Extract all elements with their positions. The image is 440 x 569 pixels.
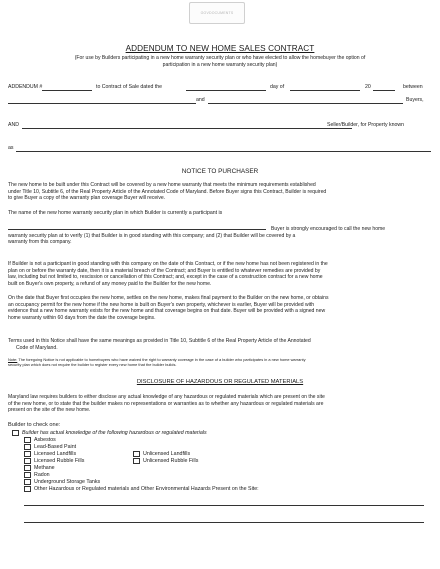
- p5-line: Code of Maryland.: [16, 344, 58, 351]
- checklist-item-asbestos[interactable]: [24, 437, 56, 443]
- day-of-label: day of: [270, 84, 285, 90]
- p1-line: to give Buyer a copy of the warranty plan coverage Buyer will receive.: [8, 195, 166, 202]
- seller-builder-field[interactable]: [22, 128, 352, 129]
- disclosure-line: Maryland law requires builders to either disclose any actual knowledge of any hazardous or regulated materials which are present on the site: [8, 394, 325, 400]
- p2-line: warranty from this company.: [8, 239, 72, 246]
- checklist-item-unlicensed-rubble-fills[interactable]: [133, 458, 198, 464]
- warranty-plan-name-label: The name of the new home warranty security plan in which Builder is currently a participant is: [8, 210, 223, 216]
- buyer-2-field[interactable]: [208, 103, 403, 104]
- contract-date-day-field[interactable]: [186, 90, 266, 91]
- and-label: and: [196, 97, 205, 103]
- p3-line: If Builder is not a participant in good standing with this company on the date of this Contract, or if the new home has not been registered in the: [8, 261, 328, 267]
- p3-line: law, including but not limited to, rescission or cancellation of this Contract; and, except in the case of a construction contract for a new home: [8, 274, 323, 281]
- checklist-item-radon[interactable]: [24, 472, 50, 478]
- checkbox-asbestos[interactable]: [24, 437, 31, 443]
- note-line-2: security plan which does not require the builder to register every new home that the builder builds.: [8, 362, 177, 367]
- other-hazards-field-1[interactable]: [24, 505, 424, 506]
- notice-footnote: [8, 357, 431, 367]
- p1-line: under Title 10, Subtitle 6, of the Real Property Article of the Annotated Code of Maryland. Before Buyer signs this Contract, Builder is required: [8, 188, 327, 195]
- p2-line: Buyer is strongly encouraged to call the new home: [271, 226, 386, 232]
- buyers-label: Buyers,: [406, 97, 424, 103]
- p2-line: warranty security plan at to verify (1) that Builder is in good standing with this company; and (2) that Builder will be covered by a: [8, 232, 296, 239]
- checkbox-methane[interactable]: [24, 465, 31, 471]
- other-hazards-field-2[interactable]: [24, 522, 424, 523]
- option-builder-knowledge[interactable]: [12, 430, 207, 436]
- disclosure-heading: DISCLOSURE OF HAZARDOUS OR REGULATED MATERIALS: [136, 379, 304, 385]
- disclosure-line: present on the site of the new home.: [8, 407, 91, 414]
- p3-line: built on Buyer's own property, a refund of any money paid to the Builder for the new home.: [8, 281, 212, 288]
- checklist-item-label: Licensed Landfills: [34, 451, 77, 457]
- checklist-item-label: Unlicensed Rubble Fills: [143, 458, 199, 464]
- document-logo: [189, 2, 245, 24]
- checkbox-builder-knowledge[interactable]: [12, 430, 19, 436]
- checkbox-unlicensed-rubble-fills[interactable]: [133, 458, 140, 464]
- notice-paragraph-1: [8, 182, 431, 202]
- subtitle-line-2: participation in a new home warranty security plan): [162, 61, 278, 68]
- checklist-item-other-hazards[interactable]: [24, 486, 259, 492]
- checkbox-unlicensed-landfills[interactable]: [133, 451, 140, 457]
- option-builder-knowledge-label: Builder has actual knowledge of the following hazardous or regulated materials: [22, 430, 207, 436]
- property-address-field[interactable]: [16, 151, 431, 152]
- checklist-item-methane[interactable]: [24, 465, 55, 471]
- logo-text: GOVDOCUMENTS: [200, 11, 234, 15]
- checklist-item-label: Licensed Rubble Fills: [34, 458, 85, 464]
- checklist-item-label: Lead-Based Paint: [34, 444, 77, 450]
- and-seller-label: AND: [8, 122, 19, 128]
- contract-month-field[interactable]: [290, 90, 360, 91]
- addendum-number-field[interactable]: [42, 90, 92, 91]
- seller-builder-label: Seller/Builder, for Property known: [327, 122, 404, 128]
- disclosure-line: of the new home, or to state that the builder makes no representations or warranties as to whether any hazardous or regulated materials are: [8, 400, 324, 407]
- checkbox-radon[interactable]: [24, 472, 31, 478]
- notice-paragraph-2: [8, 226, 431, 246]
- document-title: ADDENDUM TO NEW HOME SALES CONTRACT: [125, 44, 315, 53]
- notice-heading: NOTICE TO PURCHASER: [181, 168, 259, 175]
- as-label: as: [8, 145, 14, 151]
- buyer-1-field[interactable]: [8, 103, 196, 104]
- addendum-label: ADDENDUM #: [8, 84, 43, 90]
- contract-of-sale-label: to Contract of Sale dated the: [96, 84, 163, 90]
- disclosure-paragraph: [8, 394, 431, 414]
- p5-line: Terms used in this Notice shall have the same meanings as provided in Title 10, Subtitle 6 of the Real Property Article of the Annotated: [8, 338, 311, 344]
- p4-line: an occupancy permit for the new home if the new home is built on Buyer's own property, whichever is earlier, Buyer will be provided with: [8, 301, 315, 308]
- notice-paragraph-3: [8, 261, 431, 288]
- checklist-item-label: Methane: [34, 465, 55, 471]
- checklist-item-licensed-landfills[interactable]: [24, 451, 76, 457]
- subtitle-line-1: (For use by Builders participating in a new home warranty security plan or who have elected to allow the homebuyer the option of: [74, 55, 366, 61]
- checklist-item-label: Radon: [34, 472, 50, 478]
- checkbox-storage-tanks[interactable]: [24, 479, 31, 485]
- note-line-1: The foregoing Notice is not applicable to homebuyers who have waived the right to warranty coverage in the case of a builder who participates in a new home warranty: [17, 357, 306, 362]
- year-prefix: 20: [365, 84, 371, 90]
- checkbox-licensed-rubble-fills[interactable]: [24, 458, 31, 464]
- p1-line: The new home to be built under this Contract will be covered by a new home warranty that meets the minimum requirements established: [8, 182, 316, 188]
- checkbox-licensed-landfills[interactable]: [24, 451, 31, 457]
- checklist-item-label: Unlicensed Landfills: [143, 451, 191, 457]
- checklist-item-label: Asbestos: [34, 437, 56, 443]
- p4-line: evidence that a new home warranty exists for the new home and that coverage begins on that date. Buyer will be provided with a signed new: [8, 308, 326, 315]
- notice-paragraph-5: [8, 338, 431, 351]
- p4-line: On the date that Buyer first occupies the new home, settles on the new home, makes final payment to the Builder on the new home, or obtains: [8, 295, 329, 301]
- checklist-item-storage-tanks[interactable]: [24, 479, 100, 485]
- p4-line: home warranty within 60 days from the date the coverage begins.: [8, 315, 156, 322]
- builder-check-prompt: Builder to check one:: [8, 422, 61, 428]
- notice-paragraph-4: [8, 295, 431, 322]
- checkbox-other-hazards[interactable]: [24, 486, 31, 492]
- checkbox-lead-paint[interactable]: [24, 444, 31, 450]
- checklist-item-label: Other Hazardous or Regulated materials and Other Environmental Hazards Present on the Site:: [34, 486, 259, 492]
- p3-line: plan on or before the warranty date, then it is a material breach of the Contract; and Buyer is entitled to whatever remedies are provided by: [8, 267, 321, 274]
- checklist-item-lead-paint[interactable]: [24, 444, 76, 450]
- checklist-item-label: Underground Storage Tanks: [34, 479, 101, 485]
- between-label: between: [403, 84, 423, 90]
- checklist-item-unlicensed-landfills[interactable]: [133, 451, 190, 457]
- contract-year-field[interactable]: [373, 90, 395, 91]
- note-label: Note:: [8, 357, 18, 362]
- checklist-item-licensed-rubble-fills[interactable]: [24, 458, 84, 464]
